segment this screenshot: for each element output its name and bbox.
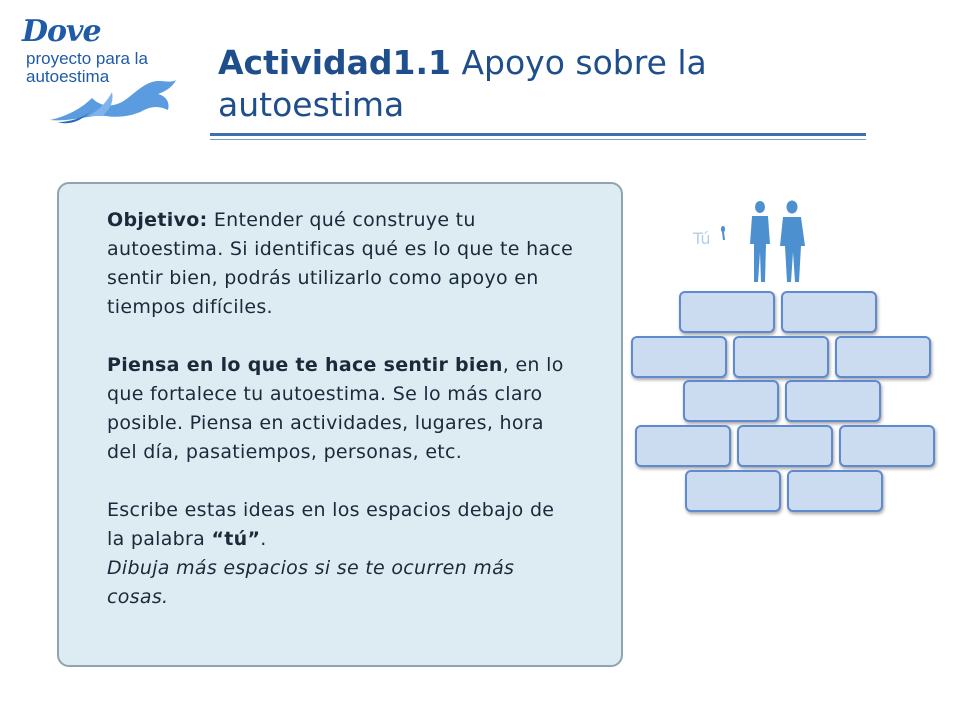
think-bold: Piensa en lo que te hace sentir bien	[107, 354, 503, 376]
wall-brick	[839, 425, 935, 467]
wall-brick	[679, 291, 775, 333]
wall-brick	[785, 380, 881, 422]
objective-label: Objetivo:	[107, 209, 208, 231]
instructions-panel	[57, 182, 623, 667]
think-paragraph	[107, 351, 577, 467]
wall-brick	[685, 470, 781, 512]
wall-brick	[635, 425, 731, 467]
logo-brand: Dove	[22, 14, 101, 49]
dove-logo	[18, 14, 188, 129]
wall-brick	[737, 425, 833, 467]
logo-line-2: autoestima	[26, 67, 110, 86]
tu-label: Tú	[693, 229, 711, 248]
wall-brick	[683, 380, 779, 422]
people-silhouette-icon	[718, 198, 818, 286]
wall-brick	[787, 470, 883, 512]
page-title	[218, 42, 838, 126]
dove-bird-icon	[48, 76, 188, 128]
draw-more-paragraph: Dibuja más espacios si se te ocurren más cosas.	[107, 557, 515, 608]
wall-brick	[781, 291, 877, 333]
write-paragraph	[107, 496, 577, 554]
wall-brick	[835, 336, 931, 378]
title-text: Apoyo sobre la autoestima	[218, 43, 707, 124]
objective-text: Entender qué construye tu autoestima. Si identificas qué es lo que te hace sentir bien, podrás utilizarlo como apoyo en tiempos difíciles.	[107, 209, 574, 318]
write-quote: “tú”	[211, 528, 261, 550]
write-text: Escribe estas ideas en los espacios debajo de la palabra	[107, 499, 555, 550]
title-activity-number: Actividad1.1	[218, 43, 451, 82]
objective-paragraph	[107, 206, 577, 322]
think-text: , en lo que fortalece tu autoestima. Se lo más claro posible. Piensa en actividades, lugares, hora del día, pasatiempos, personas, etc.	[107, 354, 564, 463]
logo-line-1: proyecto para la	[26, 49, 148, 68]
wall-brick	[631, 336, 727, 378]
wall-brick	[733, 336, 829, 378]
instructions-text	[107, 206, 577, 612]
write-end: .	[260, 528, 267, 550]
title-underline	[210, 133, 866, 136]
title-underline-thin	[210, 139, 866, 140]
